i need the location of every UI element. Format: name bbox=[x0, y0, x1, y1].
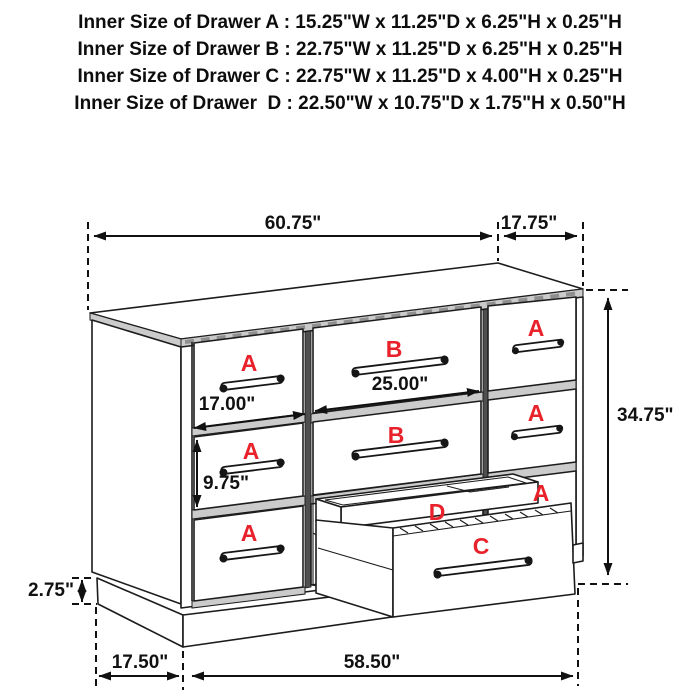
dim-base-width-label: 58.50" bbox=[343, 652, 401, 673]
label-drawer-a5: A bbox=[527, 400, 545, 426]
spec-line-drawer-a: Inner Size of Drawer A : 15.25"W x 11.25"D x 6.25"H x 0.25"H bbox=[78, 12, 622, 33]
label-drawer-a6: A bbox=[532, 480, 550, 506]
label-drawer-a3: A bbox=[240, 520, 258, 546]
label-drawer-d: D bbox=[428, 499, 446, 525]
dim-base-depth-label: 17.50" bbox=[111, 652, 169, 673]
center-left-divider bbox=[305, 331, 311, 588]
cabinet-left-side bbox=[92, 320, 181, 604]
dim-overall-depth-label: 17.75" bbox=[500, 213, 558, 234]
right-foot-bracket bbox=[573, 543, 583, 563]
dim-left-drawer-height-label: 9.75" bbox=[203, 473, 249, 494]
spec-line-drawer-c: Inner Size of Drawer C : 22.75"W x 11.25"D x 4.00"H x 0.25"H bbox=[77, 66, 623, 87]
label-drawer-b2: B bbox=[387, 422, 405, 448]
dim-left-drawer-width-label: 17.00" bbox=[198, 394, 256, 415]
label-drawer-a2: A bbox=[242, 438, 260, 464]
dim-base-height-label: 2.75" bbox=[28, 580, 74, 601]
spec-line-drawer-b: Inner Size of Drawer B : 22.75"W x 11.25"D x 6.25"H x 0.25"H bbox=[77, 39, 623, 60]
label-drawer-b1: B bbox=[385, 336, 403, 362]
label-drawer-a4: A bbox=[527, 315, 545, 341]
dim-center-drawer-width-label: 25.00" bbox=[371, 374, 429, 395]
label-drawer-a1: A bbox=[240, 350, 258, 376]
dim-overall-width-label: 60.75" bbox=[264, 213, 322, 234]
label-drawer-c: C bbox=[472, 533, 490, 559]
dim-overall-height-label: 34.75" bbox=[617, 405, 674, 426]
spec-line-drawer-d: Inner Size of Drawer D : 22.50"W x 10.75"D x 1.75"H x 0.50"H bbox=[74, 93, 626, 114]
